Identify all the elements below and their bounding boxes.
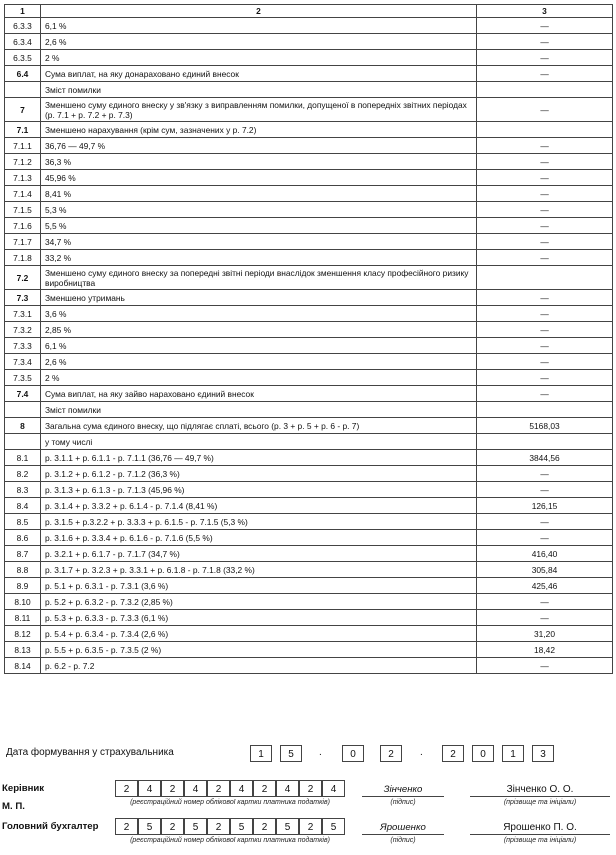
- table-row: [5, 418, 613, 434]
- row-value: 425,46: [477, 578, 613, 594]
- row-value: —: [477, 610, 613, 626]
- table-row: [5, 354, 613, 370]
- row-value: —: [477, 98, 613, 122]
- date-year-digit[interactable]: 3: [532, 745, 554, 762]
- row-value: —: [477, 322, 613, 338]
- row-description: 2 %: [41, 370, 477, 386]
- date-day-digit[interactable]: 5: [280, 745, 302, 762]
- accountant-reg-digit[interactable]: 5: [230, 818, 253, 835]
- row-description: Сума виплат, на яку донараховано єдиний внесок: [41, 66, 477, 82]
- table-row: [5, 34, 613, 50]
- row-description: 36,3 %: [41, 154, 477, 170]
- row-number: 7.3: [5, 290, 41, 306]
- director-role: Керівник: [2, 783, 45, 794]
- row-description: 36,76 — 49,7 %: [41, 138, 477, 154]
- row-number: 7.1.5: [5, 202, 41, 218]
- row-value: [477, 266, 613, 290]
- row-number: 6.4: [5, 66, 41, 82]
- row-description: у тому числі: [41, 434, 477, 450]
- row-number: 7.3.4: [5, 354, 41, 370]
- director-reg-digit[interactable]: 2: [161, 780, 184, 797]
- row-number: 7.1: [5, 122, 41, 138]
- date-day-digit[interactable]: 1: [250, 745, 272, 762]
- director-reg-caption: (реєстраційний номер облікової картки платника податків): [130, 799, 330, 806]
- row-description: р. 5.2 + р. 6.3.2 - р. 7.3.2 (2,85 %): [41, 594, 477, 610]
- director-reg-digit[interactable]: 2: [253, 780, 276, 797]
- row-description: 2,6 %: [41, 354, 477, 370]
- row-description: Зміст помилки: [41, 82, 477, 98]
- row-description: 5,5 %: [41, 218, 477, 234]
- row-number: 8.11: [5, 610, 41, 626]
- row-value: 3844,56: [477, 450, 613, 466]
- row-value: —: [477, 514, 613, 530]
- row-number: 6.3.3: [5, 18, 41, 34]
- row-value: —: [477, 186, 613, 202]
- accountant-reg-digit[interactable]: 2: [207, 818, 230, 835]
- row-number: 8.8: [5, 562, 41, 578]
- director-reg-digit[interactable]: 4: [230, 780, 253, 797]
- row-value: —: [477, 218, 613, 234]
- row-number: 7.2: [5, 266, 41, 290]
- date-block: [6, 745, 606, 763]
- table-row: [5, 266, 613, 290]
- table-row: [5, 562, 613, 578]
- director-reg-digit[interactable]: 4: [276, 780, 299, 797]
- date-year-digit[interactable]: 0: [472, 745, 494, 762]
- row-description: 6,1 %: [41, 18, 477, 34]
- row-value: —: [477, 170, 613, 186]
- row-value: —: [477, 594, 613, 610]
- date-month-digit[interactable]: 2: [380, 745, 402, 762]
- table-row: [5, 594, 613, 610]
- row-value: —: [477, 50, 613, 66]
- table-row: [5, 154, 613, 170]
- accountant-reg-digit[interactable]: 5: [184, 818, 207, 835]
- table-row: [5, 250, 613, 266]
- table-row: [5, 138, 613, 154]
- row-number: 7.3.3: [5, 338, 41, 354]
- row-value: [477, 122, 613, 138]
- row-description: Зміст помилки: [41, 402, 477, 418]
- table-row: [5, 402, 613, 418]
- row-number: 8.6: [5, 530, 41, 546]
- row-value: —: [477, 234, 613, 250]
- table-row: [5, 50, 613, 66]
- row-number: 8.4: [5, 498, 41, 514]
- director-reg-digit[interactable]: 4: [138, 780, 161, 797]
- row-value: —: [477, 202, 613, 218]
- row-number: 8.3: [5, 482, 41, 498]
- row-description: 45,96 %: [41, 170, 477, 186]
- row-value: [477, 82, 613, 98]
- row-value: —: [477, 466, 613, 482]
- report-table: [4, 4, 613, 674]
- row-value: —: [477, 18, 613, 34]
- table-body: [5, 18, 613, 674]
- row-value: —: [477, 658, 613, 674]
- row-number: 8.7: [5, 546, 41, 562]
- row-number: 8: [5, 418, 41, 434]
- table-row: [5, 370, 613, 386]
- row-description: 2 %: [41, 50, 477, 66]
- row-description: р. 5.4 + р. 6.3.4 - р. 7.3.4 (2,6 %): [41, 626, 477, 642]
- row-value: —: [477, 370, 613, 386]
- header-col-2: 2: [41, 5, 477, 18]
- row-description: Сума виплат, на яку зайво нараховано єдиний внесок: [41, 386, 477, 402]
- row-description: р. 3.1.1 + р. 6.1.1 - р. 7.1.1 (36,76 — 49,7 %): [41, 450, 477, 466]
- row-description: Зменшено суму єдиного внеску у зв'язку з виправленням помилки, допущеної в попередніх звітних періодах (р. 7.1 + р. 7.2 + р. 7.3): [41, 98, 477, 122]
- table-row: [5, 434, 613, 450]
- table-row: [5, 466, 613, 482]
- accountant-reg-digit[interactable]: 5: [322, 818, 345, 835]
- row-description: 34,7 %: [41, 234, 477, 250]
- row-description: р. 3.1.7 + р. 3.2.3 + р. 3.3.1 + р. 6.1.8 - р. 7.1.8 (33,2 %): [41, 562, 477, 578]
- row-description: р. 3.2.1 + р. 6.1.7 - р. 7.1.7 (34,7 %): [41, 546, 477, 562]
- row-number: 8.12: [5, 626, 41, 642]
- row-number: 7.4: [5, 386, 41, 402]
- table-row: [5, 658, 613, 674]
- table-row: [5, 514, 613, 530]
- row-number: 8.10: [5, 594, 41, 610]
- accountant-role: Головний бухгалтер: [2, 821, 99, 832]
- row-description: 3,6 %: [41, 306, 477, 322]
- table-row: [5, 322, 613, 338]
- director-signature-caption: (підпис): [390, 799, 416, 806]
- row-number: 7.1.4: [5, 186, 41, 202]
- row-description: р. 5.3 + р. 6.3.3 - р. 7.3.3 (6,1 %): [41, 610, 477, 626]
- table-row: [5, 202, 613, 218]
- table-row: [5, 122, 613, 138]
- row-number: [5, 82, 41, 98]
- table-row: [5, 450, 613, 466]
- row-description: 6,1 %: [41, 338, 477, 354]
- row-value: —: [477, 290, 613, 306]
- row-description: Зменшено нарахування (крім сум, зазначених у р. 7.2): [41, 122, 477, 138]
- row-number: 8.9: [5, 578, 41, 594]
- table-row: [5, 234, 613, 250]
- table-row: [5, 66, 613, 82]
- header-col-3: 3: [477, 5, 613, 18]
- accountant-name: Ярошенко П. О.: [470, 822, 610, 835]
- date-year-digit[interactable]: 2: [442, 745, 464, 762]
- table-row: [5, 306, 613, 322]
- row-description: р. 6.2 - р. 7.2: [41, 658, 477, 674]
- director-reg-digit[interactable]: 4: [322, 780, 345, 797]
- row-description: р. 3.1.2 + р. 6.1.2 - р. 7.1.2 (36,3 %): [41, 466, 477, 482]
- row-number: 7.3.1: [5, 306, 41, 322]
- table-row: [5, 290, 613, 306]
- stamp-label: М. П.: [2, 801, 25, 812]
- accountant-reg-digit[interactable]: 5: [138, 818, 161, 835]
- row-value: —: [477, 386, 613, 402]
- table-row: [5, 626, 613, 642]
- table-row: [5, 18, 613, 34]
- date-separator: .: [319, 747, 322, 758]
- director-name-caption: (прізвище та ініціали): [503, 799, 577, 806]
- table-row: [5, 170, 613, 186]
- row-number: 7.3.5: [5, 370, 41, 386]
- row-description: 2,6 %: [41, 34, 477, 50]
- row-description: р. 3.1.6 + р. 3.3.4 + р. 6.1.6 - р. 7.1.6 (5,5 %): [41, 530, 477, 546]
- row-value: —: [477, 338, 613, 354]
- row-value: —: [477, 250, 613, 266]
- table-row: [5, 610, 613, 626]
- table-row: [5, 98, 613, 122]
- table-row: [5, 218, 613, 234]
- row-value: 126,15: [477, 498, 613, 514]
- accountant-reg-digit[interactable]: 5: [276, 818, 299, 835]
- row-value: —: [477, 138, 613, 154]
- row-description: р. 3.1.4 + р. 3.3.2 + р. 6.1.4 - р. 7.1.4 (8,41 %): [41, 498, 477, 514]
- row-number: 8.14: [5, 658, 41, 674]
- row-description: 2,85 %: [41, 322, 477, 338]
- table-row: [5, 498, 613, 514]
- date-month-digit[interactable]: 0: [342, 745, 364, 762]
- row-value: —: [477, 354, 613, 370]
- row-description: 5,3 %: [41, 202, 477, 218]
- row-number: 6.3.5: [5, 50, 41, 66]
- header-row: [5, 5, 613, 18]
- row-number: 6.3.4: [5, 34, 41, 50]
- accountant-reg-caption: (реєстраційний номер облікової картки платника податків): [130, 837, 330, 844]
- table-row: [5, 186, 613, 202]
- date-label: Дата формування у страхувальника: [6, 747, 174, 758]
- table-row: [5, 386, 613, 402]
- date-separator: .: [420, 747, 423, 758]
- row-value: —: [477, 34, 613, 50]
- row-number: 7.1.7: [5, 234, 41, 250]
- accountant-signature-caption: (підпис): [390, 837, 416, 844]
- table-row: [5, 546, 613, 562]
- row-description: р. 3.1.3 + р. 6.1.3 - р. 7.1.3 (45,96 %): [41, 482, 477, 498]
- row-description: р. 3.1.5 + р.3.2.2 + р. 3.3.3 + р. 6.1.5 - р. 7.1.5 (5,3 %): [41, 514, 477, 530]
- row-number: 8.13: [5, 642, 41, 658]
- row-number: 7.1.3: [5, 170, 41, 186]
- row-number: 7.1.2: [5, 154, 41, 170]
- row-number: 7.3.2: [5, 322, 41, 338]
- row-value: 18,42: [477, 642, 613, 658]
- row-value: —: [477, 306, 613, 322]
- row-number: [5, 434, 41, 450]
- row-value: [477, 434, 613, 450]
- director-reg-digit[interactable]: 2: [115, 780, 138, 797]
- accountant-name-caption: (прізвище та ініціали): [503, 837, 577, 844]
- row-value: [477, 402, 613, 418]
- row-value: —: [477, 66, 613, 82]
- row-number: 7.1.1: [5, 138, 41, 154]
- row-value: 5168,03: [477, 418, 613, 434]
- table-row: [5, 82, 613, 98]
- accountant-reg-digit[interactable]: 2: [299, 818, 322, 835]
- row-value: —: [477, 154, 613, 170]
- row-number: [5, 402, 41, 418]
- row-number: 8.1: [5, 450, 41, 466]
- row-number: 7.1.8: [5, 250, 41, 266]
- accountant-signature: Ярошенко: [362, 822, 444, 835]
- row-description: р. 5.5 + р. 6.3.5 - р. 7.3.5 (2 %): [41, 642, 477, 658]
- date-year-digit[interactable]: 1: [502, 745, 524, 762]
- row-description: Зменшено суму єдиного внеску за попередні звітні періоди внаслідок зменшення класу професійного ризику виробництва: [41, 266, 477, 290]
- row-description: р. 5.1 + р. 6.3.1 - р. 7.3.1 (3,6 %): [41, 578, 477, 594]
- director-name: Зінченко О. О.: [470, 784, 610, 797]
- table-row: [5, 642, 613, 658]
- row-number: 7.1.6: [5, 218, 41, 234]
- row-value: —: [477, 530, 613, 546]
- row-description: 8,41 %: [41, 186, 477, 202]
- table-row: [5, 482, 613, 498]
- row-description: 33,2 %: [41, 250, 477, 266]
- row-value: —: [477, 482, 613, 498]
- header-col-1: 1: [5, 5, 41, 18]
- director-reg-digit[interactable]: 2: [207, 780, 230, 797]
- director-signature: Зінченко: [362, 784, 444, 797]
- row-number: 8.5: [5, 514, 41, 530]
- accountant-reg-digit[interactable]: 2: [115, 818, 138, 835]
- row-description: Зменшено утримань: [41, 290, 477, 306]
- row-number: 8.2: [5, 466, 41, 482]
- row-description: Загальна сума єдиного внеску, що підлягає сплаті, всього (р. 3 + р. 5 + р. 6 - р. 7): [41, 418, 477, 434]
- director-reg-digit[interactable]: 4: [184, 780, 207, 797]
- row-value: 31,20: [477, 626, 613, 642]
- row-value: 305,84: [477, 562, 613, 578]
- table-row: [5, 338, 613, 354]
- table-row: [5, 578, 613, 594]
- accountant-reg-digit[interactable]: 2: [161, 818, 184, 835]
- director-reg-digit[interactable]: 2: [299, 780, 322, 797]
- row-value: 416,40: [477, 546, 613, 562]
- accountant-reg-digit[interactable]: 2: [253, 818, 276, 835]
- table-row: [5, 530, 613, 546]
- row-number: 7: [5, 98, 41, 122]
